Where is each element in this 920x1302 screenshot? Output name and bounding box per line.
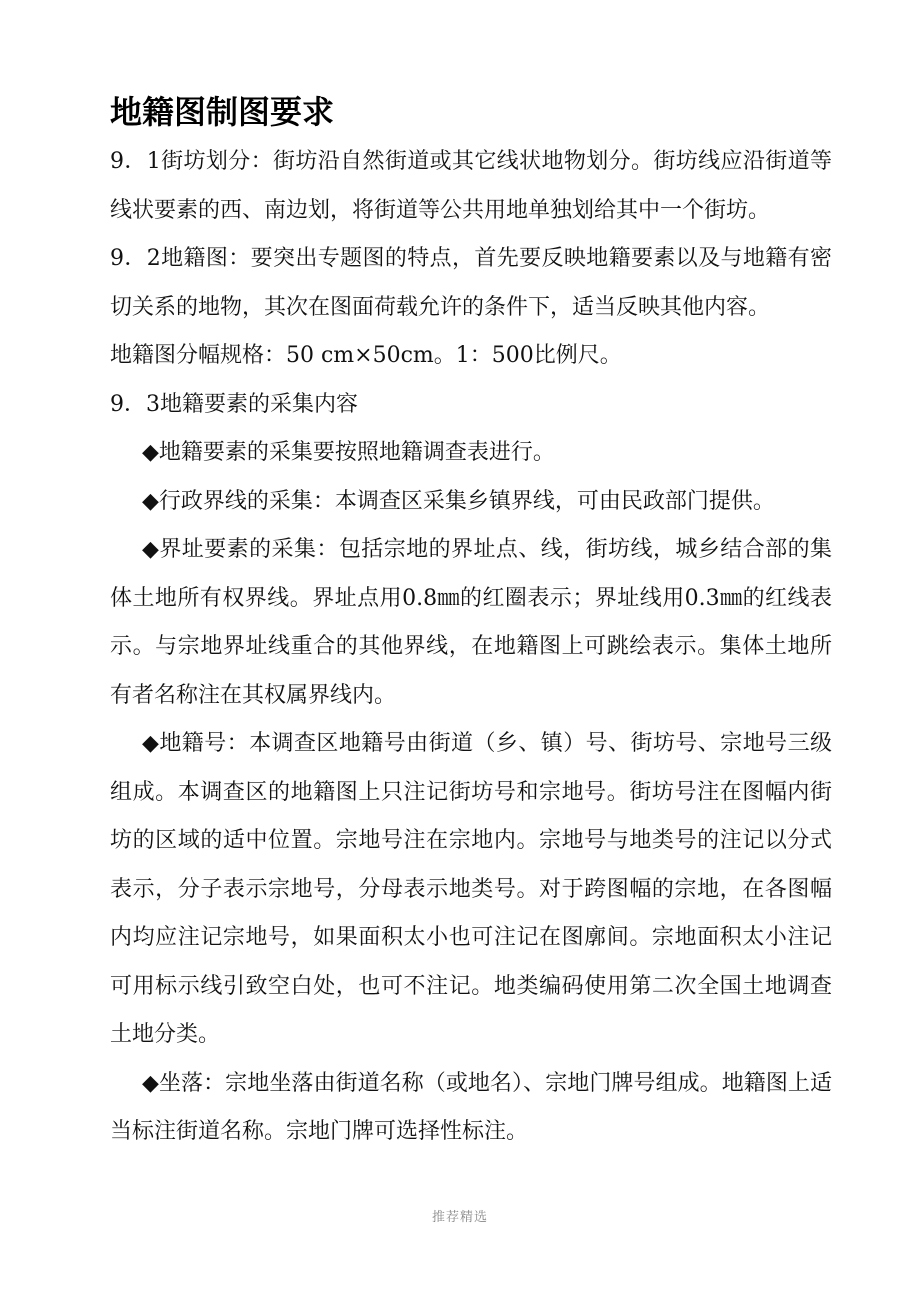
bullet-collection-basis: ◆地籍要素的采集要按照地籍调查表进行。 (142, 440, 555, 465)
bullet-location: ◆坐落：宗地坐落由街道名称（或地名）、宗地门牌号组成。地籍图上适当标注街道名称。宗地门牌可选择性标注。 (110, 1070, 832, 1144)
paragraph-9-1: 9．1街坊划分：街坊沿自然街道或其它线状地物划分。街坊线应沿街道等线状要素的西、南边划，将街道等公共用地单独划给其中一个街坊。 (110, 149, 832, 223)
bullet-boundary-elements: ◆界址要素的采集：包括宗地的界址点、线，街坊线，城乡结合部的集体土地所有权界线。界址点用0.8㎜的红圈表示；界址线用0.3㎜的红线表示。与宗地界址线重合的其他界线，在地籍图上可跳绘表示。集体土地所有者名称注在其权属界线内。 (110, 537, 832, 708)
document-body (110, 138, 832, 1157)
paragraph-sheet-spec: 地籍图分幅规格：50 cm×50cm。1：500比例尺。 (110, 343, 622, 368)
page-title: 地籍图制图要求 (110, 93, 335, 131)
paragraph-9-2: 9．2地籍图：要突出专题图的特点，首先要反映地籍要素以及与地籍有密切关系的地物，其次在图面荷载允许的条件下，适当反映其他内容。 (110, 246, 832, 320)
bullet-admin-boundary: ◆行政界线的采集：本调查区采集乡镇界线，可由民政部门提供。 (142, 488, 775, 514)
page-footer: 推荐精选 (431, 1210, 488, 1225)
bullet-cadastral-number: ◆地籍号：本调查区地籍号由街道（乡、镇）号、街坊号、宗地号三级组成。本调查区的地籍图上只注记街坊号和宗地号。街坊号注在图幅内街坊的区域的适中位置。宗地号注在宗地内。宗地号与地类号的注记以分式表示，分子表示宗地号，分母表示地类号。对于跨图幅的宗地，在各图幅内均应注记宗地号，如果面积太小也可注记在图廓间。宗地面积太小注记可用标示线引致空白处，也可不注记。地类编码使用第二次全国土地调查土地分类。 (110, 731, 832, 1047)
paragraph-9-3: 9．3地籍要素的采集内容 (110, 391, 358, 417)
